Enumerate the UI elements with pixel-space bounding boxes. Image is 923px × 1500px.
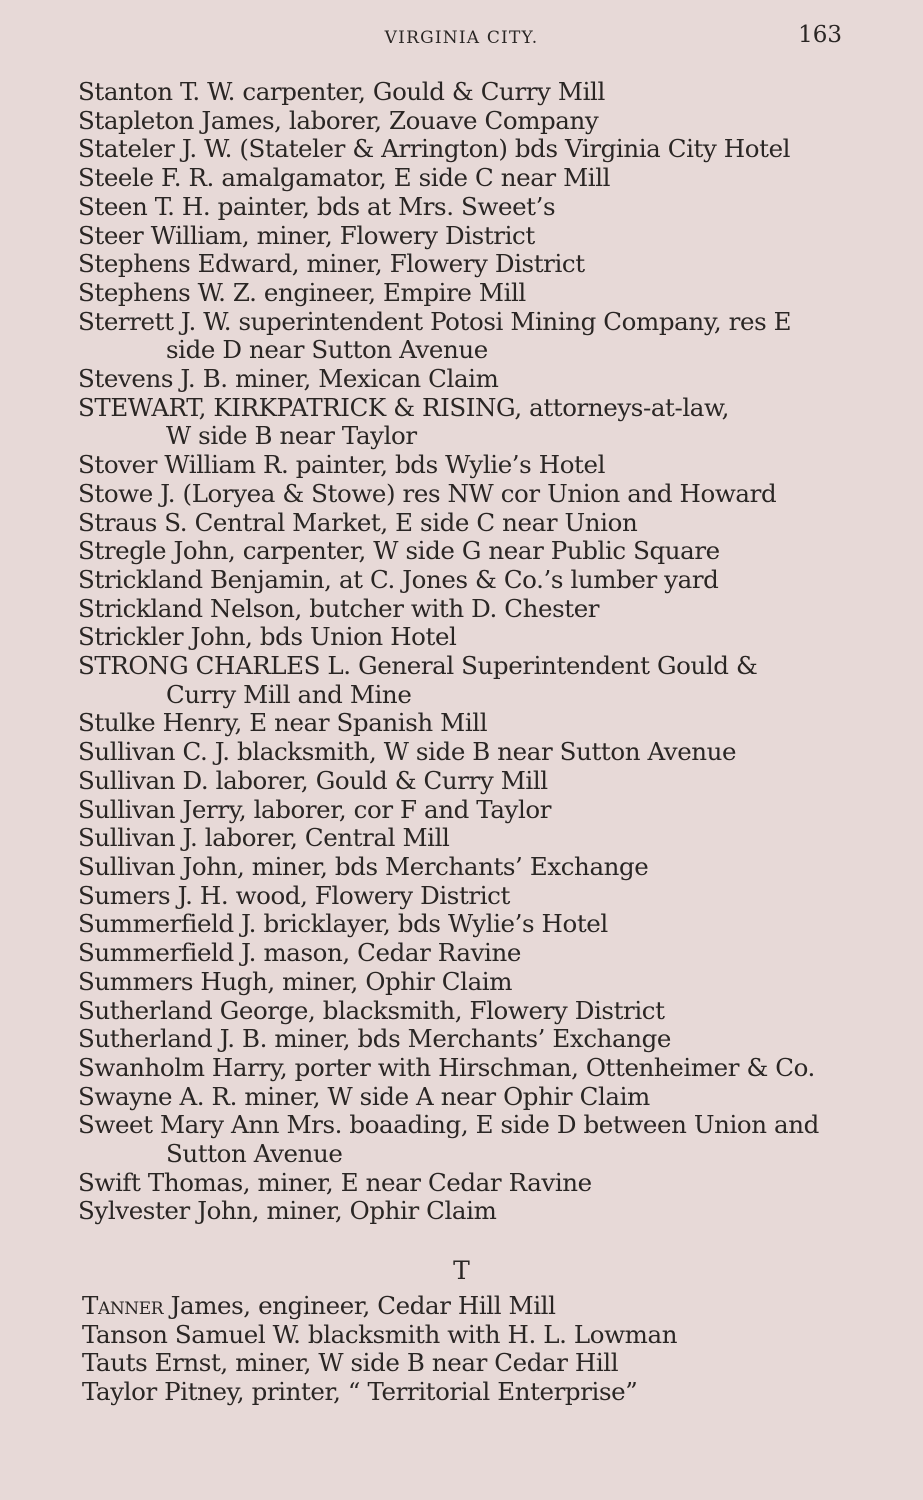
directory-entry <box>78 997 868 1026</box>
page-header <box>0 22 923 52</box>
entry-text: Sutherland George, blacksmith, Flowery District <box>78 995 665 1025</box>
directory-entries-s <box>78 78 868 1226</box>
entry-text: Sullivan D. laborer, Gould & Curry Mill <box>78 765 548 795</box>
entry-text: STRONG CHARLES L. General Superintendent Gould & <box>78 651 758 681</box>
directory-entry <box>78 652 868 709</box>
entry-text: Stephens W. Z. engineer, Empire Mill <box>78 277 526 307</box>
directory-entry <box>78 882 868 911</box>
directory-entry <box>78 135 868 164</box>
entry-text: Stephens Edward, miner, Flowery District <box>78 249 585 279</box>
running-title: VIRGINIA CITY. <box>384 28 539 48</box>
directory-entry <box>78 1197 868 1226</box>
entry-continuation: Curry Mill and Mine <box>166 679 412 709</box>
entry-text: Stevens J. B. miner, Mexican Claim <box>78 364 499 394</box>
directory-entry <box>78 623 868 652</box>
entry-text: Sweet Mary Ann Mrs. boaading, E side D between Union and <box>78 1110 819 1140</box>
section-letter: T <box>453 1256 470 1285</box>
directory-entry <box>78 193 868 222</box>
entry-text: Strickland Nelson, butcher with D. Chester <box>78 593 600 623</box>
directory-entry <box>82 1378 872 1407</box>
entry-text: Steele F. R. amalgamator, E side C near Mill <box>78 163 611 193</box>
directory-entry <box>78 853 868 882</box>
entry-text: Summerfield J. bricklayer, bds Wylie’s Hotel <box>78 909 608 939</box>
entry-text: Sutherland J. B. miner, bds Merchants’ Exchange <box>78 1024 671 1054</box>
directory-entry <box>78 824 868 853</box>
entry-text: Sterrett J. W. superintendent Potosi Mining Company, res E <box>78 306 792 336</box>
entry-text: Strickland Benjamin, at C. Jones & Co.’s lumber yard <box>78 564 719 594</box>
directory-entry <box>78 595 868 624</box>
directory-entry <box>78 250 868 279</box>
entry-text: Strickler John, bds Union Hotel <box>78 622 457 652</box>
entry-text: Straus S. Central Market, E side C near Union <box>78 507 638 537</box>
directory-entry <box>78 164 868 193</box>
entry-text: STEWART, KIRKPATRICK & RISING, attorneys-at-law, <box>78 392 730 422</box>
entry-text: Stulke Henry, E near Spanish Mill <box>78 708 488 738</box>
directory-entry <box>78 968 868 997</box>
directory-entry <box>78 107 868 136</box>
directory-entry <box>78 796 868 825</box>
entry-text: Sullivan Jerry, laborer, cor F and Taylor <box>78 794 552 824</box>
entry-text: Swanholm Harry, porter with Hirschman, Ottenheimer & Co. <box>78 1052 815 1082</box>
entry-text: Swayne A. R. miner, W side A near Ophir Claim <box>78 1081 650 1111</box>
directory-entry <box>78 509 868 538</box>
directory-entry <box>78 566 868 595</box>
entry-text: Steen T. H. painter, bds at Mrs. Sweet’s <box>78 191 556 221</box>
directory-entry <box>78 1025 868 1054</box>
directory-entries-t <box>82 1292 872 1407</box>
entry-text: Swift Thomas, miner, E near Cedar Ravine <box>78 1167 592 1197</box>
entry-text: Tanson Samuel W. blacksmith with H. L. Lowman <box>82 1319 678 1349</box>
entry-text: Steer William, miner, Flowery District <box>78 220 535 250</box>
entry-text: Sullivan John, miner, bds Merchants’ Exchange <box>78 851 649 881</box>
directory-entry <box>78 1169 868 1198</box>
entry-text: Sylvester John, miner, Ophir Claim <box>78 1196 497 1226</box>
entry-continuation: W side B near Taylor <box>166 421 417 451</box>
entry-text: Sullivan J. laborer, Central Mill <box>78 823 450 853</box>
directory-entry <box>78 365 868 394</box>
entry-text: Stapleton James, laborer, Zouave Company <box>78 105 599 135</box>
directory-entry <box>78 1054 868 1083</box>
directory-entry <box>78 767 868 796</box>
directory-entry <box>82 1349 872 1378</box>
directory-entry <box>78 279 868 308</box>
directory-entry <box>78 738 868 767</box>
entry-text: Summerfield J. mason, Cedar Ravine <box>78 938 521 968</box>
directory-entry <box>78 78 868 107</box>
directory-entry <box>78 1083 868 1112</box>
directory-entry <box>78 308 868 365</box>
directory-entry <box>82 1292 872 1321</box>
directory-entry <box>78 537 868 566</box>
entry-text: Sumers J. H. wood, Flowery District <box>78 880 510 910</box>
entry-text: James, engineer, Cedar Hill Mill <box>163 1291 556 1320</box>
entry-text: Sullivan C. J. blacksmith, W side B near Sutton Avenue <box>78 737 737 767</box>
directory-entry <box>78 1111 868 1168</box>
entry-continuation: Sutton Avenue <box>166 1139 343 1169</box>
entry-text: Stover William R. painter, bds Wylie’s Hotel <box>78 450 606 480</box>
directory-entry <box>78 451 868 480</box>
entry-text: Stanton T. W. carpenter, Gould & Curry Mill <box>78 77 605 106</box>
entry-continuation: side D near Sutton Avenue <box>166 335 488 365</box>
directory-entry <box>78 910 868 939</box>
directory-entry <box>78 222 868 251</box>
page-number: 163 <box>798 22 842 48</box>
entry-text: Stateler J. W. (Stateler & Arrington) bds Virginia City Hotel <box>78 134 791 164</box>
directory-entry <box>78 709 868 738</box>
directory-entry <box>78 394 868 451</box>
entry-text: Stregle John, carpenter, W side G near Public Square <box>78 536 720 566</box>
directory-entry <box>78 939 868 968</box>
directory-entry <box>82 1321 872 1350</box>
directory-entry <box>78 480 868 509</box>
entry-text: Tauts Ernst, miner, W side B near Cedar Hill <box>82 1348 619 1378</box>
entry-text: Stowe J. (Loryea & Stowe) res NW cor Union and Howard <box>78 478 777 508</box>
entry-text: Taylor Pitney, printer, “ Territorial Enterprise” <box>82 1377 638 1407</box>
entry-text: Summers Hugh, miner, Ophir Claim <box>78 966 513 996</box>
entry-surname: Tanner <box>82 1291 164 1320</box>
